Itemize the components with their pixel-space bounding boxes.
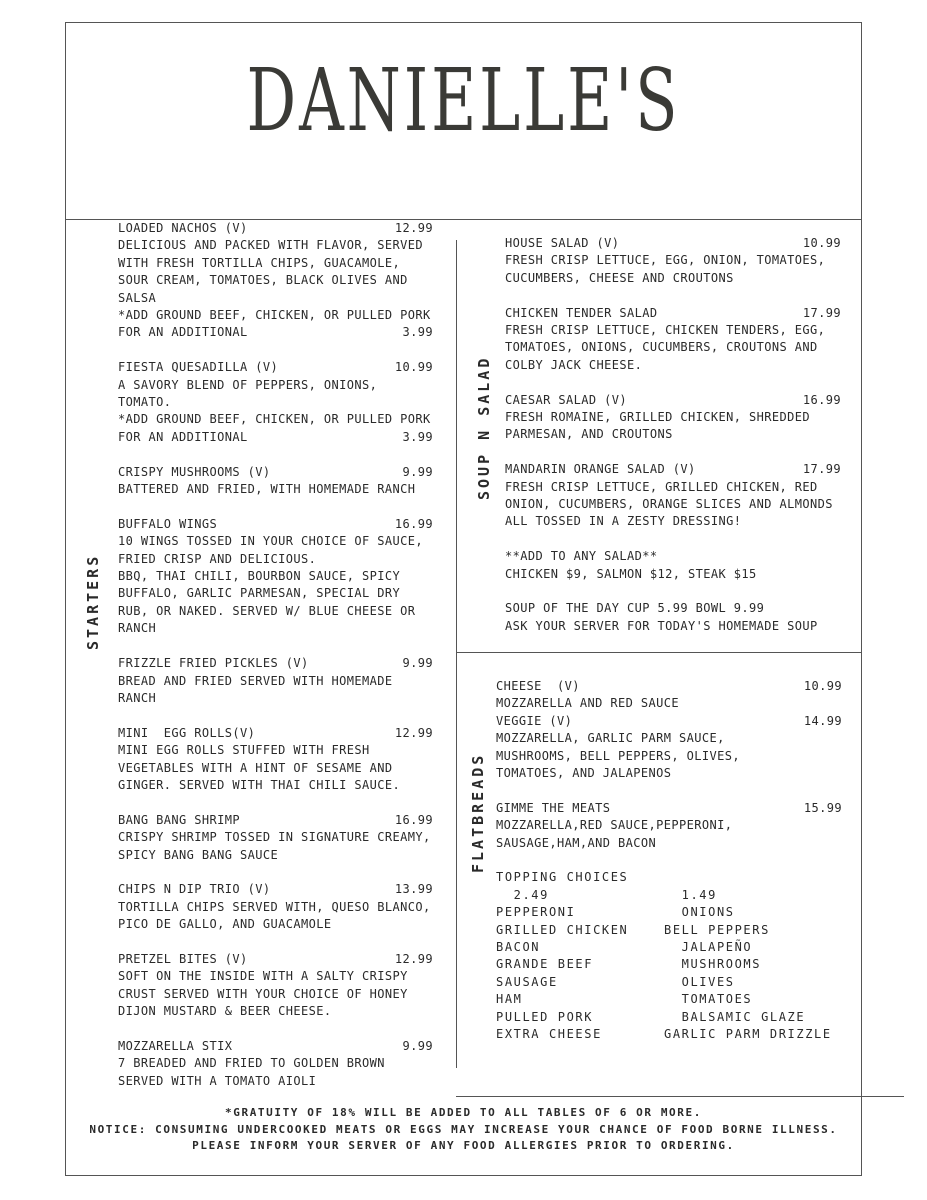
topping-row xyxy=(496,1009,842,1026)
menu-item xyxy=(118,220,433,342)
item-price: 12.99 xyxy=(394,725,433,740)
footer-divider xyxy=(456,1096,904,1097)
item-header xyxy=(118,359,433,376)
flatbread-item xyxy=(496,678,842,713)
item-header xyxy=(496,713,842,730)
starters-list xyxy=(118,220,433,1108)
item-price: 10.99 xyxy=(803,679,842,693)
item-header xyxy=(118,655,433,672)
allergy-notice: PLEASE INFORM YOUR SERVER OF ANY FOOD ALLERGIES PRIOR TO ORDERING. xyxy=(192,1139,735,1152)
menu-item xyxy=(505,392,841,444)
footer-notice xyxy=(65,1105,862,1155)
topping-standard: BELL PEPPERS xyxy=(664,922,770,937)
topping-standard: BALSAMIC GLAZE xyxy=(664,1009,806,1024)
topping-premium: GRILLED CHICKEN xyxy=(496,922,629,937)
item-header xyxy=(505,235,841,252)
item-header xyxy=(118,725,433,742)
salad-addon xyxy=(505,548,841,583)
topping-row xyxy=(496,939,842,956)
flatbreads-list xyxy=(496,678,842,1044)
flatbread-item xyxy=(496,713,842,783)
topping-standard: TOMATOES xyxy=(664,992,753,1007)
item-description: TORTILLA CHIPS SERVED WITH, QUESO BLANCO, PICO DE GALLO, AND GUACAMOLE xyxy=(118,899,431,932)
food-safety-notice: NOTICE: CONSUMING UNDERCOOKED MEATS OR EGGS MAY INCREASE YOUR CHANCE OF FOOD BORNE ILLNESS. xyxy=(89,1122,838,1136)
item-name: HOUSE SALAD (V) xyxy=(505,236,620,250)
item-price: 10.99 xyxy=(802,236,841,250)
soup-info-line: ASK YOUR SERVER FOR TODAY'S HOMEMADE SOUP xyxy=(505,618,818,633)
item-name: MOZZARELLA STIX xyxy=(118,1038,233,1053)
item-price: 9.99 xyxy=(402,1038,433,1053)
item-description: MINI EGG ROLLS STUFFED WITH FRESH VEGETABLES WITH A HINT OF SESAME AND GINGER. SERVED WITH THAI CHILI SAUCE. xyxy=(118,743,401,792)
item-price: 14.99 xyxy=(803,713,842,728)
item-price: 9.99 xyxy=(402,464,433,479)
topping-standard: OLIVES xyxy=(664,974,735,989)
topping-choices xyxy=(496,869,842,1043)
item-description: FRESH CRISP LETTUCE, CHICKEN TENDERS, EGG, TOMATOES, ONIONS, CUCUMBERS, CROUTONS AND COLBY JACK CHEESE. xyxy=(505,323,826,372)
menu-item xyxy=(118,359,433,446)
menu-item xyxy=(118,951,433,1021)
item-header xyxy=(505,461,841,478)
item-description: FRESH CRISP LETTUCE, EGG, ONION, TOMATOES, CUCUMBERS, CHEESE AND CROUTONS xyxy=(505,253,826,285)
topping-row xyxy=(496,1026,842,1043)
item-name: GIMME THE MEATS xyxy=(496,800,611,815)
item-header xyxy=(118,220,433,237)
topping-standard: JALAPEÑO xyxy=(664,940,753,955)
topping-premium: HAM xyxy=(496,992,523,1007)
item-description: MOZZARELLA AND RED SAUCE xyxy=(496,696,679,711)
item-header xyxy=(505,392,841,409)
topping-premium: PEPPERONI xyxy=(496,905,576,920)
item-header xyxy=(118,1038,433,1055)
item-price: 13.99 xyxy=(394,882,433,897)
item-name: CHIPS N DIP TRIO (V) xyxy=(118,882,271,897)
topping-premium: EXTRA CHEESE xyxy=(496,1027,602,1042)
item-header xyxy=(118,951,433,968)
item-description: CRISPY SHRIMP TOSSED IN SIGNATURE CREAMY, SPICY BANG BANG SAUCE xyxy=(118,830,431,862)
item-name: CHICKEN TENDER SALAD xyxy=(505,305,658,320)
topping-row xyxy=(496,956,842,973)
item-price: 12.99 xyxy=(394,221,433,235)
addon-row xyxy=(118,429,433,446)
topping-standard: MUSHROOMS xyxy=(664,957,762,972)
topping-row xyxy=(496,991,842,1008)
menu-item xyxy=(118,725,433,795)
topping-row xyxy=(496,922,842,939)
menu-item xyxy=(118,1038,433,1090)
salads-list xyxy=(505,235,841,652)
item-name: BANG BANG SHRIMP xyxy=(118,812,240,827)
gratuity-notice: *GRATUITY OF 18% WILL BE ADDED TO ALL TABLES OF 6 OR MORE. xyxy=(225,1106,702,1119)
menu-item xyxy=(505,305,841,375)
item-description: 10 WINGS TOSSED IN YOUR CHOICE OF SAUCE, FRIED CRISP AND DELICIOUS. BBQ, THAI CHILI, BOURBON SAUCE, SPICY BUFFALO, GARLIC PARMESAN, SPECIAL DRY RUB, OR NAKED. SERVED W/ BLUE CHEESE OR RANCH xyxy=(118,534,423,636)
topping-title: TOPPING CHOICES xyxy=(496,870,629,885)
item-header xyxy=(118,516,433,533)
soup-price-line: SOUP OF THE DAY CUP 5.99 BOWL 9.99 xyxy=(505,601,765,616)
item-price: 16.99 xyxy=(802,392,841,407)
addon-label: FOR AN ADDITIONAL xyxy=(118,325,248,340)
menu-item xyxy=(118,464,433,499)
item-name: CRISPY MUSHROOMS (V) xyxy=(118,464,271,479)
item-price: 16.99 xyxy=(394,812,433,827)
menu-item xyxy=(505,235,841,287)
topping-standard: ONIONS xyxy=(664,905,735,920)
menu-item xyxy=(118,516,433,638)
topping-price-standard: 1.49 xyxy=(664,887,717,902)
section-label-starters: STARTERS xyxy=(84,553,102,650)
menu-item xyxy=(505,461,841,531)
item-description: MOZZARELLA, GARLIC PARM SAUCE, MUSHROOMS, BELL PEPPERS, OLIVES, TOMATOES, AND JALAPENOS xyxy=(496,731,740,781)
topping-price-premium: 2.49 xyxy=(496,887,549,902)
item-description: 7 BREADED AND FRIED TO GOLDEN BROWN SERVED WITH A TOMATO AIOLI xyxy=(118,1056,385,1088)
item-name: PRETZEL BITES (V) xyxy=(118,951,248,966)
item-header xyxy=(118,881,433,898)
salad-addon-text: CHICKEN $9, SALMON $12, STEAK $15 xyxy=(505,566,757,581)
item-name: MINI EGG ROLLS(V) xyxy=(118,725,256,740)
item-description: FRESH CRISP LETTUCE, GRILLED CHICKEN, RED ONION, CUCUMBERS, ORANGE SLICES AND ALMONDS ALL TOSSED IN A ZESTY DRESSING! xyxy=(505,479,833,529)
item-price: 15.99 xyxy=(803,800,842,815)
topping-premium: SAUSAGE xyxy=(496,974,558,989)
salad-addon-title: **ADD TO ANY SALAD** xyxy=(505,549,658,564)
topping-prices xyxy=(496,887,842,904)
topping-row xyxy=(496,904,842,921)
item-name: FRIZZLE FRIED PICKLES (V) xyxy=(118,656,309,671)
section-label-flatbreads: FLATBREADS xyxy=(469,752,487,873)
addon-row xyxy=(118,324,433,341)
item-name: MANDARIN ORANGE SALAD (V) xyxy=(505,462,696,477)
item-price: 16.99 xyxy=(394,516,433,531)
item-price: 9.99 xyxy=(402,656,433,671)
addon-label: FOR AN ADDITIONAL xyxy=(118,429,248,444)
topping-row xyxy=(496,974,842,991)
item-price: 17.99 xyxy=(802,462,841,477)
item-header xyxy=(505,305,841,322)
soup-of-the-day xyxy=(505,600,841,635)
topping-premium: BACON xyxy=(496,940,541,955)
menu-item xyxy=(118,881,433,933)
item-description: MOZZARELLA,RED SAUCE,PEPPERONI, SAUSAGE,HAM,AND BACON xyxy=(496,818,733,850)
addon-price: 3.99 xyxy=(402,325,433,340)
item-description: BREAD AND FRIED SERVED WITH HOMEMADE RANCH xyxy=(118,673,393,705)
item-description: A SAVORY BLEND OF PEPPERS, ONIONS, TOMATO. *ADD GROUND BEEF, CHICKEN, OR PULLED PORK xyxy=(118,377,431,427)
item-name: CAESAR SALAD (V) xyxy=(505,392,627,407)
flatbread-item xyxy=(496,800,842,852)
item-description: BATTERED AND FRIED, WITH HOMEMADE RANCH xyxy=(118,482,416,497)
menu-item xyxy=(118,655,433,707)
item-description: SOFT ON THE INSIDE WITH A SALTY CRISPY CRUST SERVED WITH YOUR CHOICE OF HONEY DIJON MUSTARD & BEER CHEESE. xyxy=(118,969,408,1019)
item-header xyxy=(496,678,842,695)
item-header xyxy=(118,464,433,481)
item-price: 10.99 xyxy=(394,360,433,375)
item-description: FRESH ROMAINE, GRILLED CHICKEN, SHREDDED PARMESAN, AND CROUTONS xyxy=(505,410,810,442)
item-description: DELICIOUS AND PACKED WITH FLAVOR, SERVED WITH FRESH TORTILLA CHIPS, GUACAMOLE, SOUR CREAM, TOMATOES, BLACK OLIVES AND SALSA *ADD GROUND BEEF, CHICKEN, OR PULLED PORK xyxy=(118,238,431,323)
topping-premium: PULLED PORK xyxy=(496,1009,594,1024)
addon-price: 3.99 xyxy=(402,429,433,444)
item-price: 12.99 xyxy=(394,951,433,966)
section-label-soup-salad: SOUP N SALAD xyxy=(475,355,493,500)
item-name: LOADED NACHOS (V) xyxy=(118,221,248,235)
menu-item xyxy=(118,812,433,864)
item-price: 17.99 xyxy=(802,305,841,320)
item-name: FIESTA QUESADILLA (V) xyxy=(118,360,279,375)
item-name: BUFFALO WINGS xyxy=(118,516,218,531)
restaurant-title: DANIELLE'S xyxy=(246,51,681,151)
item-header xyxy=(118,812,433,829)
item-name: VEGGIE (V) xyxy=(496,713,573,728)
topping-standard: GARLIC PARM DRIZZLE xyxy=(664,1027,832,1042)
column-divider xyxy=(456,240,457,1068)
item-header xyxy=(496,800,842,817)
topping-premium: GRANDE BEEF xyxy=(496,957,594,972)
item-name: CHEESE (V) xyxy=(496,679,580,693)
